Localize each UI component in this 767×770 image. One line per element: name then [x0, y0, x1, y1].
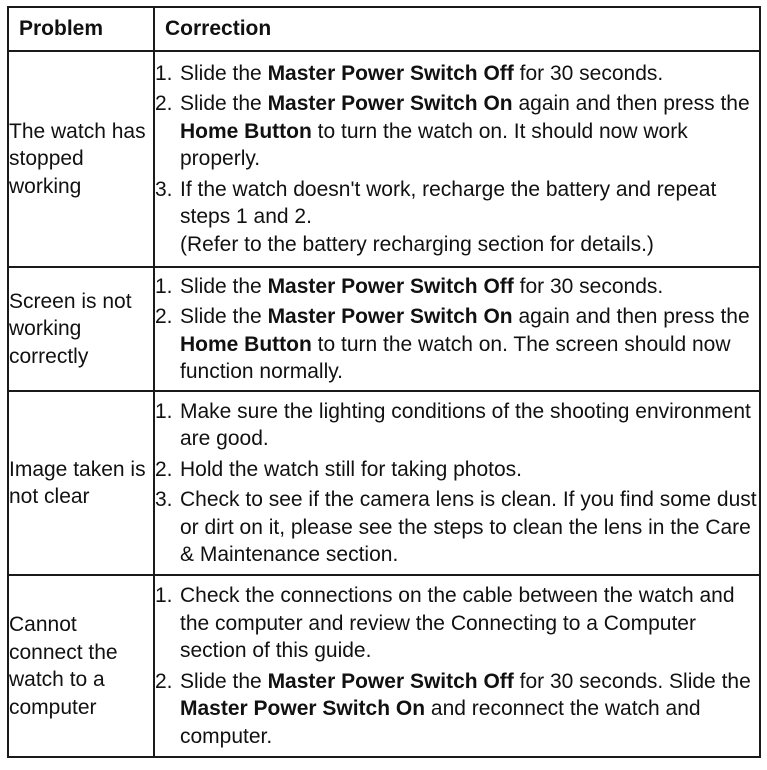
table-row [8, 575, 760, 757]
step-text: Slide the [180, 669, 268, 693]
step-emphasis-text: Home Button [180, 332, 312, 356]
problem-cell: Cannot connect the watch to a computer [8, 575, 154, 757]
correction-steps-list [155, 273, 759, 386]
step-text: Check the connections on the cable between the watch and the computer and review the Connecting to a Computer section of this guide. [180, 584, 735, 662]
step-text: Slide the [180, 92, 268, 116]
correction-step [155, 60, 759, 88]
step-number: 3. [155, 177, 173, 201]
step-number: 1. [155, 274, 173, 298]
correction-cell [154, 391, 760, 575]
problem-cell: The watch has stopped working [8, 51, 154, 267]
correction-steps-list [155, 60, 759, 231]
step-text: for 30 seconds. Slide the [513, 669, 751, 693]
step-emphasis-text: Master Power Switch On [267, 305, 513, 328]
table-row [8, 267, 760, 391]
table-header-row [8, 7, 760, 51]
correction-cell [154, 267, 760, 391]
problem-cell: Screen is not working correctly [8, 267, 154, 391]
step-text: again and then press the [512, 92, 750, 116]
correction-steps-list [155, 398, 759, 569]
step-emphasis-text: Master Power Switch On [180, 697, 426, 720]
step-number: 3. [155, 488, 173, 511]
step-number: 2. [155, 92, 173, 116]
step-text: Check to see if the camera lens is clean. If you find some dust or dirt on it, please see the steps to clean the lens in the Care & Maintenance section. [180, 488, 757, 566]
step-number: 1. [155, 584, 173, 607]
correction-step [155, 176, 759, 231]
step-text: for 30 seconds. [513, 274, 664, 298]
step-number: 2. [155, 305, 173, 328]
troubleshooting-table-container [7, 6, 759, 758]
step-number: 2. [155, 669, 173, 693]
step-text: and reconnect the watch and computer. [180, 697, 701, 748]
step-text: Make sure the lighting conditions of the shooting environment are good. [180, 399, 751, 450]
correction-step [155, 456, 759, 484]
correction-step [155, 303, 759, 386]
correction-column-header: Correction [154, 7, 760, 51]
correction-step [155, 582, 759, 665]
step-text: again and then press the [512, 305, 750, 328]
step-text: Slide the [180, 61, 268, 85]
correction-step [155, 273, 759, 301]
step-text: for 30 seconds. [513, 61, 664, 85]
correction-note: (Refer to the battery recharging section for details.) [180, 232, 654, 256]
correction-step [155, 668, 759, 751]
troubleshooting-table [7, 6, 761, 758]
step-text: to turn the watch on. The screen should now function normally. [180, 332, 731, 383]
step-text: If the watch doesn't work, recharge the battery and repeat steps 1 and 2. [180, 177, 717, 229]
step-emphasis-text: Master Power Switch Off [267, 274, 514, 298]
correction-step [155, 398, 759, 453]
step-emphasis-text: Home Button [180, 119, 312, 143]
correction-steps-list [155, 582, 759, 750]
step-emphasis-text: Master Power Switch Off [267, 61, 514, 85]
problem-cell: Image taken is not clear [8, 391, 154, 575]
step-text: Hold the watch still for taking photos. [180, 457, 523, 481]
correction-step [155, 90, 759, 173]
step-text: Slide the [180, 305, 268, 328]
step-text: to turn the watch on. It should now work properly. [180, 119, 688, 171]
step-number: 2. [155, 457, 173, 481]
table-row [8, 391, 760, 575]
step-number: 1. [155, 399, 173, 423]
step-emphasis-text: Master Power Switch On [267, 92, 513, 116]
correction-step [155, 486, 759, 569]
step-emphasis-text: Master Power Switch Off [267, 669, 514, 693]
correction-cell [154, 51, 760, 267]
table-body [8, 51, 760, 757]
step-text: Slide the [180, 274, 268, 298]
correction-cell [154, 575, 760, 757]
step-number: 1. [155, 61, 173, 85]
table-row [8, 51, 760, 267]
problem-column-header: Problem [8, 7, 154, 51]
